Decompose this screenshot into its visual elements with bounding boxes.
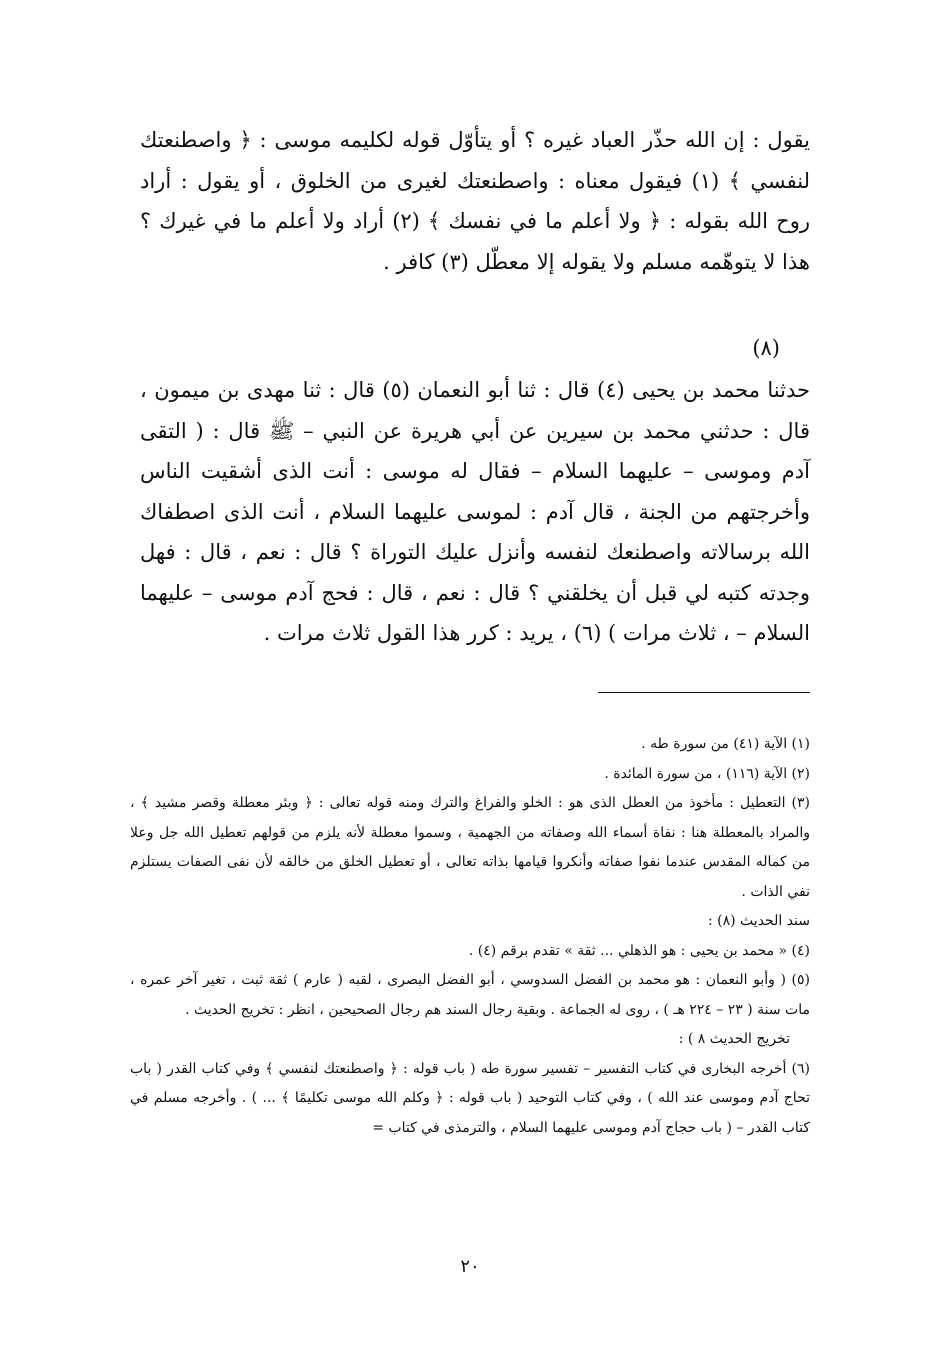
opening-paragraph: يقول : إن الله حذّر العباد غيره ؟ أو يتأوّل قوله لكليمه موسى : ﴿ واصطنعتك لنفسي ﴾ (١) فيقول معناه : واصطنعتك لغيرى من الخلوق ، أو يقول : أراد روح الله بقوله : ﴿ ولا أعلم ما في نفسك ﴾ (٢) أراد ولا أعلم ما في غيرك ؟ هذا لا يتوهّمه مسلم ولا يقوله إلا معطّل (٣) كافر . <box>140 128 810 274</box>
footnote-4: (٤) « محمد بن يحيى : هو الذهلي ... ثقة » تقدم برقم (٤) . <box>468 942 810 959</box>
footnote-6: (٦) أخرجه البخارى في كتاب التفسير – تفسير سورة طه ( باب قوله : ﴿ واصطنعتك لنفسي ﴾ وفي كتاب القدر ( باب تحاج آدم وموسى عند الله ) ، وفي كتاب التوحيد ( باب قوله : ﴿ وكلم الله موسى تكليمًا ﴾ ... ) . وأخرجه مسلم في كتاب القدر – ( باب حجاج آدم وموسى عليهما السلام ، والترمذى في كتاب = <box>130 1060 810 1136</box>
sanad-heading: سند الحديث (٨) : <box>707 913 810 929</box>
hadith-text <box>140 370 810 654</box>
page-number: ٢٠ <box>460 1256 480 1277</box>
hadith-paragraph: حدثنا محمد بن يحيى (٤) قال : ثنا أبو النعمان (٥) قال : ثنا مهدى بن ميمون ، قال : حدثني محمد بن سيرين عن أبي هريرة عن النبي – ﷺ قال : ( التقى آدم وموسى – عليهما السلام – فقال له موسى : أنت الذى أشقيت الناس وأخرجتهم من الجنة ، قال آدم : لموسى عليهما السلام ، أنت الذى اصطفاك الله برسالاته واصطنعك لنفسه وأنزل عليك التوراة ؟ قال : نعم ، قال : فهل وجدته كتبه لي قبل أن يخلقني ؟ قال : نعم ، قال : فحج آدم موسى – عليهما السلام – ، ثلاث مرات ) (٦) ، يريد : كرر هذا القول ثلاث مرات . <box>140 378 810 645</box>
footnote-divider <box>598 692 810 693</box>
hadith-number: (٨) <box>752 336 780 360</box>
footnotes <box>130 730 810 1143</box>
footnote-1: (١) الآية (٤١) من سورة طه . <box>641 736 810 752</box>
footnote-3: (٣) التعطيل : مأخوذ من العطل الذى هو : الخلو والفراغ والترك ومنه قوله تعالى : ﴿ وبئر معطلة وقصر مشيد ﴾ ، والمراد بالمعطلة هنا : نفاة أسماء الله وصفاته من الجهمية ، وسموا معطلة لأنه يلزم من قولهم تعطيل الله جل وعلا من كماله المقدس عندما نفوا صفاته وأنكروا قيامها بذاته تعالى ، أو تعطيل الخلق من خالقه لأن نفى الصفات يستلزم نفي الذات . <box>130 795 810 900</box>
footnote-2: (٢) الآية (١١٦) ، من سورة المائدة . <box>604 765 810 782</box>
main-text <box>140 120 810 282</box>
takhrij-heading: تخريج الحديث ٨ ) : <box>678 1031 790 1047</box>
footnote-5: (٥) ( وأبو النعمان : هو محمد بن الفضل السدوسي ، أبو الفضل البصرى ، لقبه ( عارم ) ثقة ثبت ، تغير آخر عمره ، مات سنة ( ٢٣ – ٢٢٤ هـ ) ، روى له الجماعة . وبقية رجال السند هم رجال الصحيحين ، انظر : تخريج الحديث . <box>130 972 810 1018</box>
